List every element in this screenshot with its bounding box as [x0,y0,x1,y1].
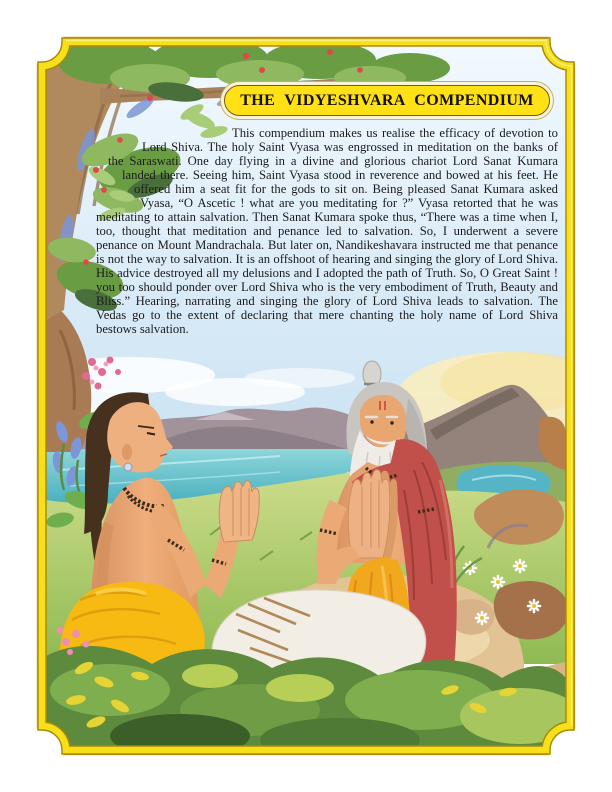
chapter-title: THE VIDYESHVARA COMPENDIUM [240,91,534,109]
text-wrap-spacer [96,154,108,168]
body-paragraph: This compendium makes us realise the efficacy of devotion to Lord Shiva. The holy Saint Vyasa was engrossed in meditation on the banks of the Saraswati. One day flying in a divine and glorious chariot Lord Sanat Kumara landed there. Seeing him, Saint Vyasa stood in reverence and bowed at his feet. He offered him a seat fit for the gods to sit on. Being pleased Sanat Kumara asked Vyasa, “O Ascetic ! what are you meditating for ?” Vyasa retorted that he was meditating to attain salvation. Then Sanat Kumara spoke thus, “There was a time when I, too, thought that meditation and penance led to salvation. So, I underwent a severe penance on Mount Mandrachala. But later on, Nandikeshavara instructed me that penance is not the way to salvation. It is an offshoot of hearing and singing the glory of Lord Shiva. His advice destroyed all my delusions and I adopted the path of Truth. So, O Great Saint ! you too should ponder over Lord Shiva who is the very embodiment of Truth, Beauty and Bliss.” Hearing, narrating and singing the glory of Lord Shiva leads to salvation. The Vedas go to the extent of declaring that mere chanting the holy name of Lord Shiva bestows salvation. [96,126,558,336]
chapter-title-banner [224,85,550,116]
text-wrap-spacer [96,182,134,196]
text-wrap-spacer [96,168,122,182]
text-wrap-spacer [96,140,142,154]
body-text-block [96,126,558,336]
text-wrap-spacer [96,126,232,140]
text-wrap-spacer [96,196,140,210]
